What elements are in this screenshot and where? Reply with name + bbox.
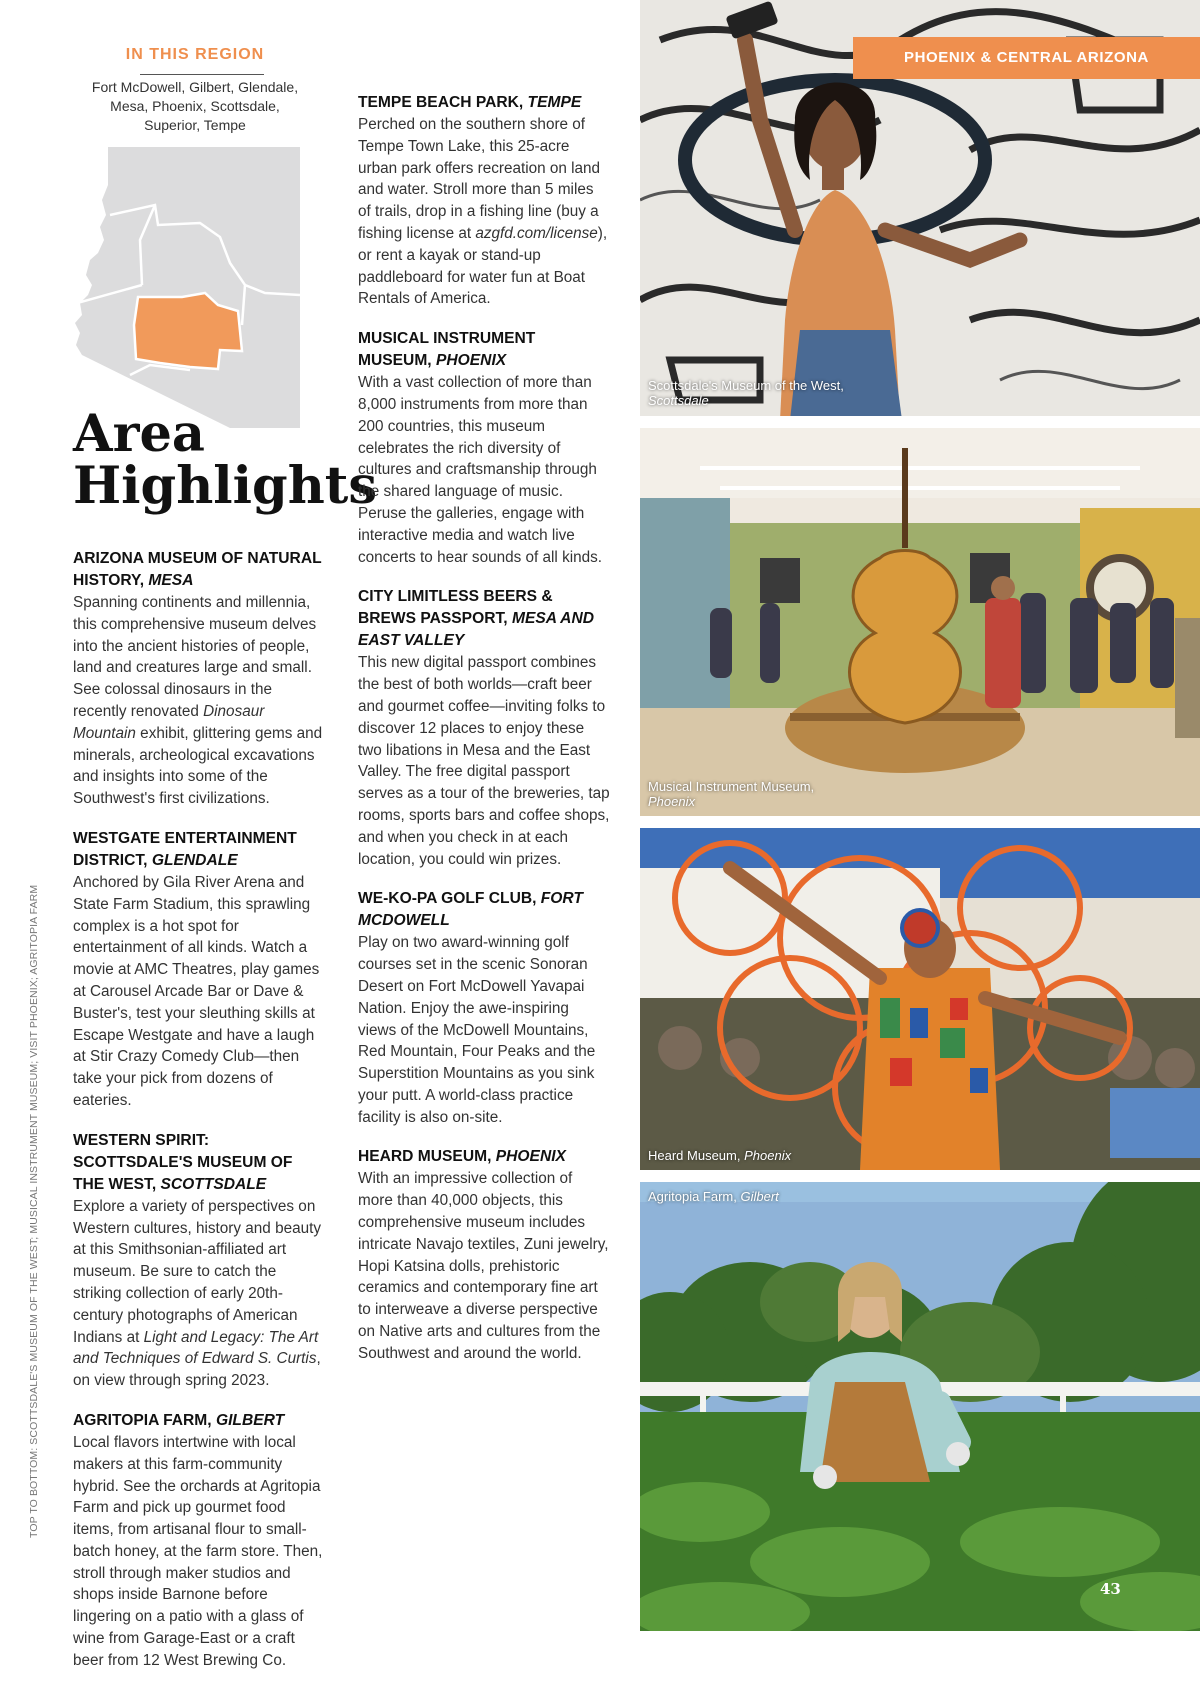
entry-location: GLENDALE <box>151 851 238 869</box>
entry-heading <box>73 1130 323 1196</box>
entry-text: exhibit, glittering gems and minerals, archeological excavations and insights into some of the Southwest's first civilizations. <box>73 724 323 808</box>
entry-location: SCOTTSDALE <box>160 1175 267 1193</box>
entry-name: MUSICAL INSTRUMENT MUSEUM, <box>358 330 536 370</box>
entry-text-italic: Light and Legacy: The Art and Techniques of Edward S. Curtis <box>73 1328 319 1368</box>
entry-heading <box>358 92 610 114</box>
entry-location: FORT MCDOWELL <box>358 890 583 930</box>
entry-location: MESA AND EAST VALLEY <box>358 610 594 650</box>
region-heading: IN THIS REGION <box>125 46 265 63</box>
caption-text: Scottsdale's Museum of the West, <box>648 378 844 393</box>
entry-name: CITY LIMITLESS BEERS & BREWS PASSPORT, <box>358 588 553 628</box>
arizona-region-map <box>70 145 312 428</box>
entry-description <box>358 932 610 1128</box>
entry-description <box>358 1168 610 1364</box>
entry-name: TEMPE BEACH PARK, <box>358 94 524 111</box>
caption-place: Phoenix <box>744 1148 792 1163</box>
entry-name: AGRITOPIA FARM, <box>73 1411 212 1429</box>
text-column-left <box>73 548 323 1690</box>
entry-name: WE-KO-PA GOLF CLUB, <box>358 890 537 908</box>
highlight-entry <box>358 586 610 870</box>
highlight-entry <box>73 828 323 1112</box>
photo-caption <box>648 378 848 408</box>
highlight-entry <box>358 92 610 310</box>
entry-text: Perched on the southern shore of Tempe Town Lake, this 25-acre urban park offers recreation on land and water. Stroll more than 5 miles of trails, drop in a fishing line (buy a fishing license at <box>358 116 601 242</box>
entry-text: With an impressive collection of more than 40,000 objects, this comprehensive museum includes intricate Navajo textiles, Zuni jewelry, Hopi Katsina dolls, prehistoric ceramics and contemporary fine art to interweave a diverse perspective on Native arts and cultures from the Southwest and around the world. <box>358 1170 609 1362</box>
page-number: 43 <box>1100 1580 1121 1598</box>
entry-name: WESTGATE ENTERTAINMENT DISTRICT, <box>73 829 297 869</box>
entry-location: PHOENIX <box>435 352 507 370</box>
entry-text: Spanning continents and millennia, this comprehensive museum delves into the ancient histories of people, land and creatures large and small. See colossal dinosaurs in the recently renovated <box>73 594 317 720</box>
highlight-entry <box>73 1410 323 1672</box>
highlight-entry <box>358 328 610 568</box>
region-places <box>80 78 310 135</box>
caption-text: Musical Instrument Museum, <box>648 779 815 794</box>
region-places-line: Superior, Tempe <box>144 117 246 133</box>
photo-musical-instrument-museum <box>640 428 1200 816</box>
entry-text: With a vast collection of more than 8,000 instruments from more than 200 countries, this museum celebrates the rich diversity of cultures and craftsmanship through the shared language of music. Peruse the galleries, engage with interactive media and watch live concerts to hear sounds of all kinds. <box>358 374 603 566</box>
entry-location: MESA <box>148 572 194 589</box>
entry-name: HEARD MUSEUM, <box>358 1148 492 1166</box>
caption-text: Heard Museum, <box>648 1148 741 1163</box>
entry-description <box>358 114 610 310</box>
entry-description <box>358 652 610 870</box>
page-title <box>73 404 378 516</box>
entry-text: Explore a variety of perspectives on Western cultures, history and beauty at this Smithsonian-affiliated art museum. Be sure to catch the striking collection of early 20th-century photographs of American Indians at <box>73 1197 321 1346</box>
entry-location: PHOENIX <box>495 1148 566 1166</box>
entry-text: Play on two award-winning golf courses set in the scenic Sonoran Desert on Fort McDowell Yavapai Nation. Enjoy the awe-inspiring views of the McDowell Mountains, Red Mountain, Four Peaks and the Superstition Mountains as you sink your putt. A world-class practice facility is also on-site. <box>358 934 596 1126</box>
entry-text: Local flavors intertwine with local makers at this farm-community hybrid. See the orchards at Agritopia Farm and pick up gourmet food items, from artisanal flour to small-batch honey, at the farm store. Then, stroll through maker studios and shops inside Barnone before lingering on a patio with a glass of wine from Garage-East or a craft beer from 12 West Brewing Co. <box>73 1433 323 1669</box>
page-title-line: Highlights <box>73 456 378 516</box>
entry-text-italic: azgfd.com/license <box>475 224 598 242</box>
photo-heard-museum <box>640 828 1200 1170</box>
highlight-entry <box>358 888 610 1128</box>
highlight-entry <box>73 1130 323 1392</box>
entry-name: WESTERN SPIRIT: SCOTTSDALE'S MUSEUM OF THE WEST, <box>73 1131 293 1193</box>
entry-description <box>73 872 323 1112</box>
caption-text: Agritopia Farm, <box>648 1189 737 1204</box>
region-banner: PHOENIX & CENTRAL ARIZONA <box>853 37 1200 79</box>
entry-heading <box>73 1410 323 1432</box>
entry-heading <box>358 888 610 932</box>
entry-text: ), or rent a kayak or stand-up paddleboard for water fun at Boat Rentals of America. <box>358 224 608 308</box>
photo-caption <box>648 1148 888 1163</box>
entry-description <box>73 1432 323 1672</box>
photo-agritopia-farm <box>640 1182 1200 1631</box>
entry-location: TEMPE <box>527 94 582 111</box>
highlight-entry <box>358 1146 610 1364</box>
entry-heading <box>358 328 610 372</box>
entry-heading <box>73 548 323 592</box>
photo-caption <box>648 1189 888 1204</box>
highlight-entry <box>73 548 323 810</box>
caption-place: Scottsdale <box>648 393 709 408</box>
region-places-line: Fort McDowell, Gilbert, Glendale, <box>91 79 299 95</box>
entry-location: GILBERT <box>215 1411 285 1429</box>
caption-place: Gilbert <box>740 1189 779 1204</box>
entry-description <box>73 592 323 810</box>
text-column-middle <box>358 92 610 1383</box>
entry-description <box>73 1196 323 1392</box>
entry-description <box>358 372 610 568</box>
page-title-line: Area <box>73 404 205 464</box>
photo-caption <box>648 779 848 809</box>
entry-text: , on view through spring 2023. <box>73 1350 321 1390</box>
region-divider <box>140 74 264 75</box>
entry-name: ARIZONA MUSEUM OF NATURAL HISTORY, <box>73 550 322 589</box>
entry-text: Anchored by Gila River Arena and State Farm Stadium, this sprawling complex is a hot spot for entertainment of all kinds. Watch a movie at AMC Theatres, play games at Carousel Arcade Bar or Dave & Buster's, test your sleuthing skills at Escape Westgate and have a laugh at Stir Crazy Comedy Club—then take your pick from dozens of eateries. <box>73 873 320 1109</box>
photo-credit: TOP TO BOTTOM: SCOTTSDALE'S MUSEUM OF THE WEST; MUSICAL INSTRUMENT MUSEUM; VISIT PHOENIX; AGRITOPIA FARM <box>28 884 40 1538</box>
entry-text: This new digital passport combines the best of both worlds—craft beer and gourmet coffee—inviting folks to discover 12 places to enjoy these two libations in Mesa and the East Valley. The free digital passport serves as a tour of the breweries, tap rooms, sports bars and coffee shops, and when you check in at each location, you could win prizes. <box>358 654 610 868</box>
arizona-state-shape <box>75 147 300 428</box>
entry-heading <box>358 1146 610 1168</box>
entry-heading <box>73 828 323 872</box>
entry-text-italic: Dinosaur Mountain <box>73 702 265 742</box>
entry-heading <box>358 586 610 652</box>
region-places-line: Mesa, Phoenix, Scottsdale, <box>110 98 280 114</box>
caption-place: Phoenix <box>648 794 695 809</box>
